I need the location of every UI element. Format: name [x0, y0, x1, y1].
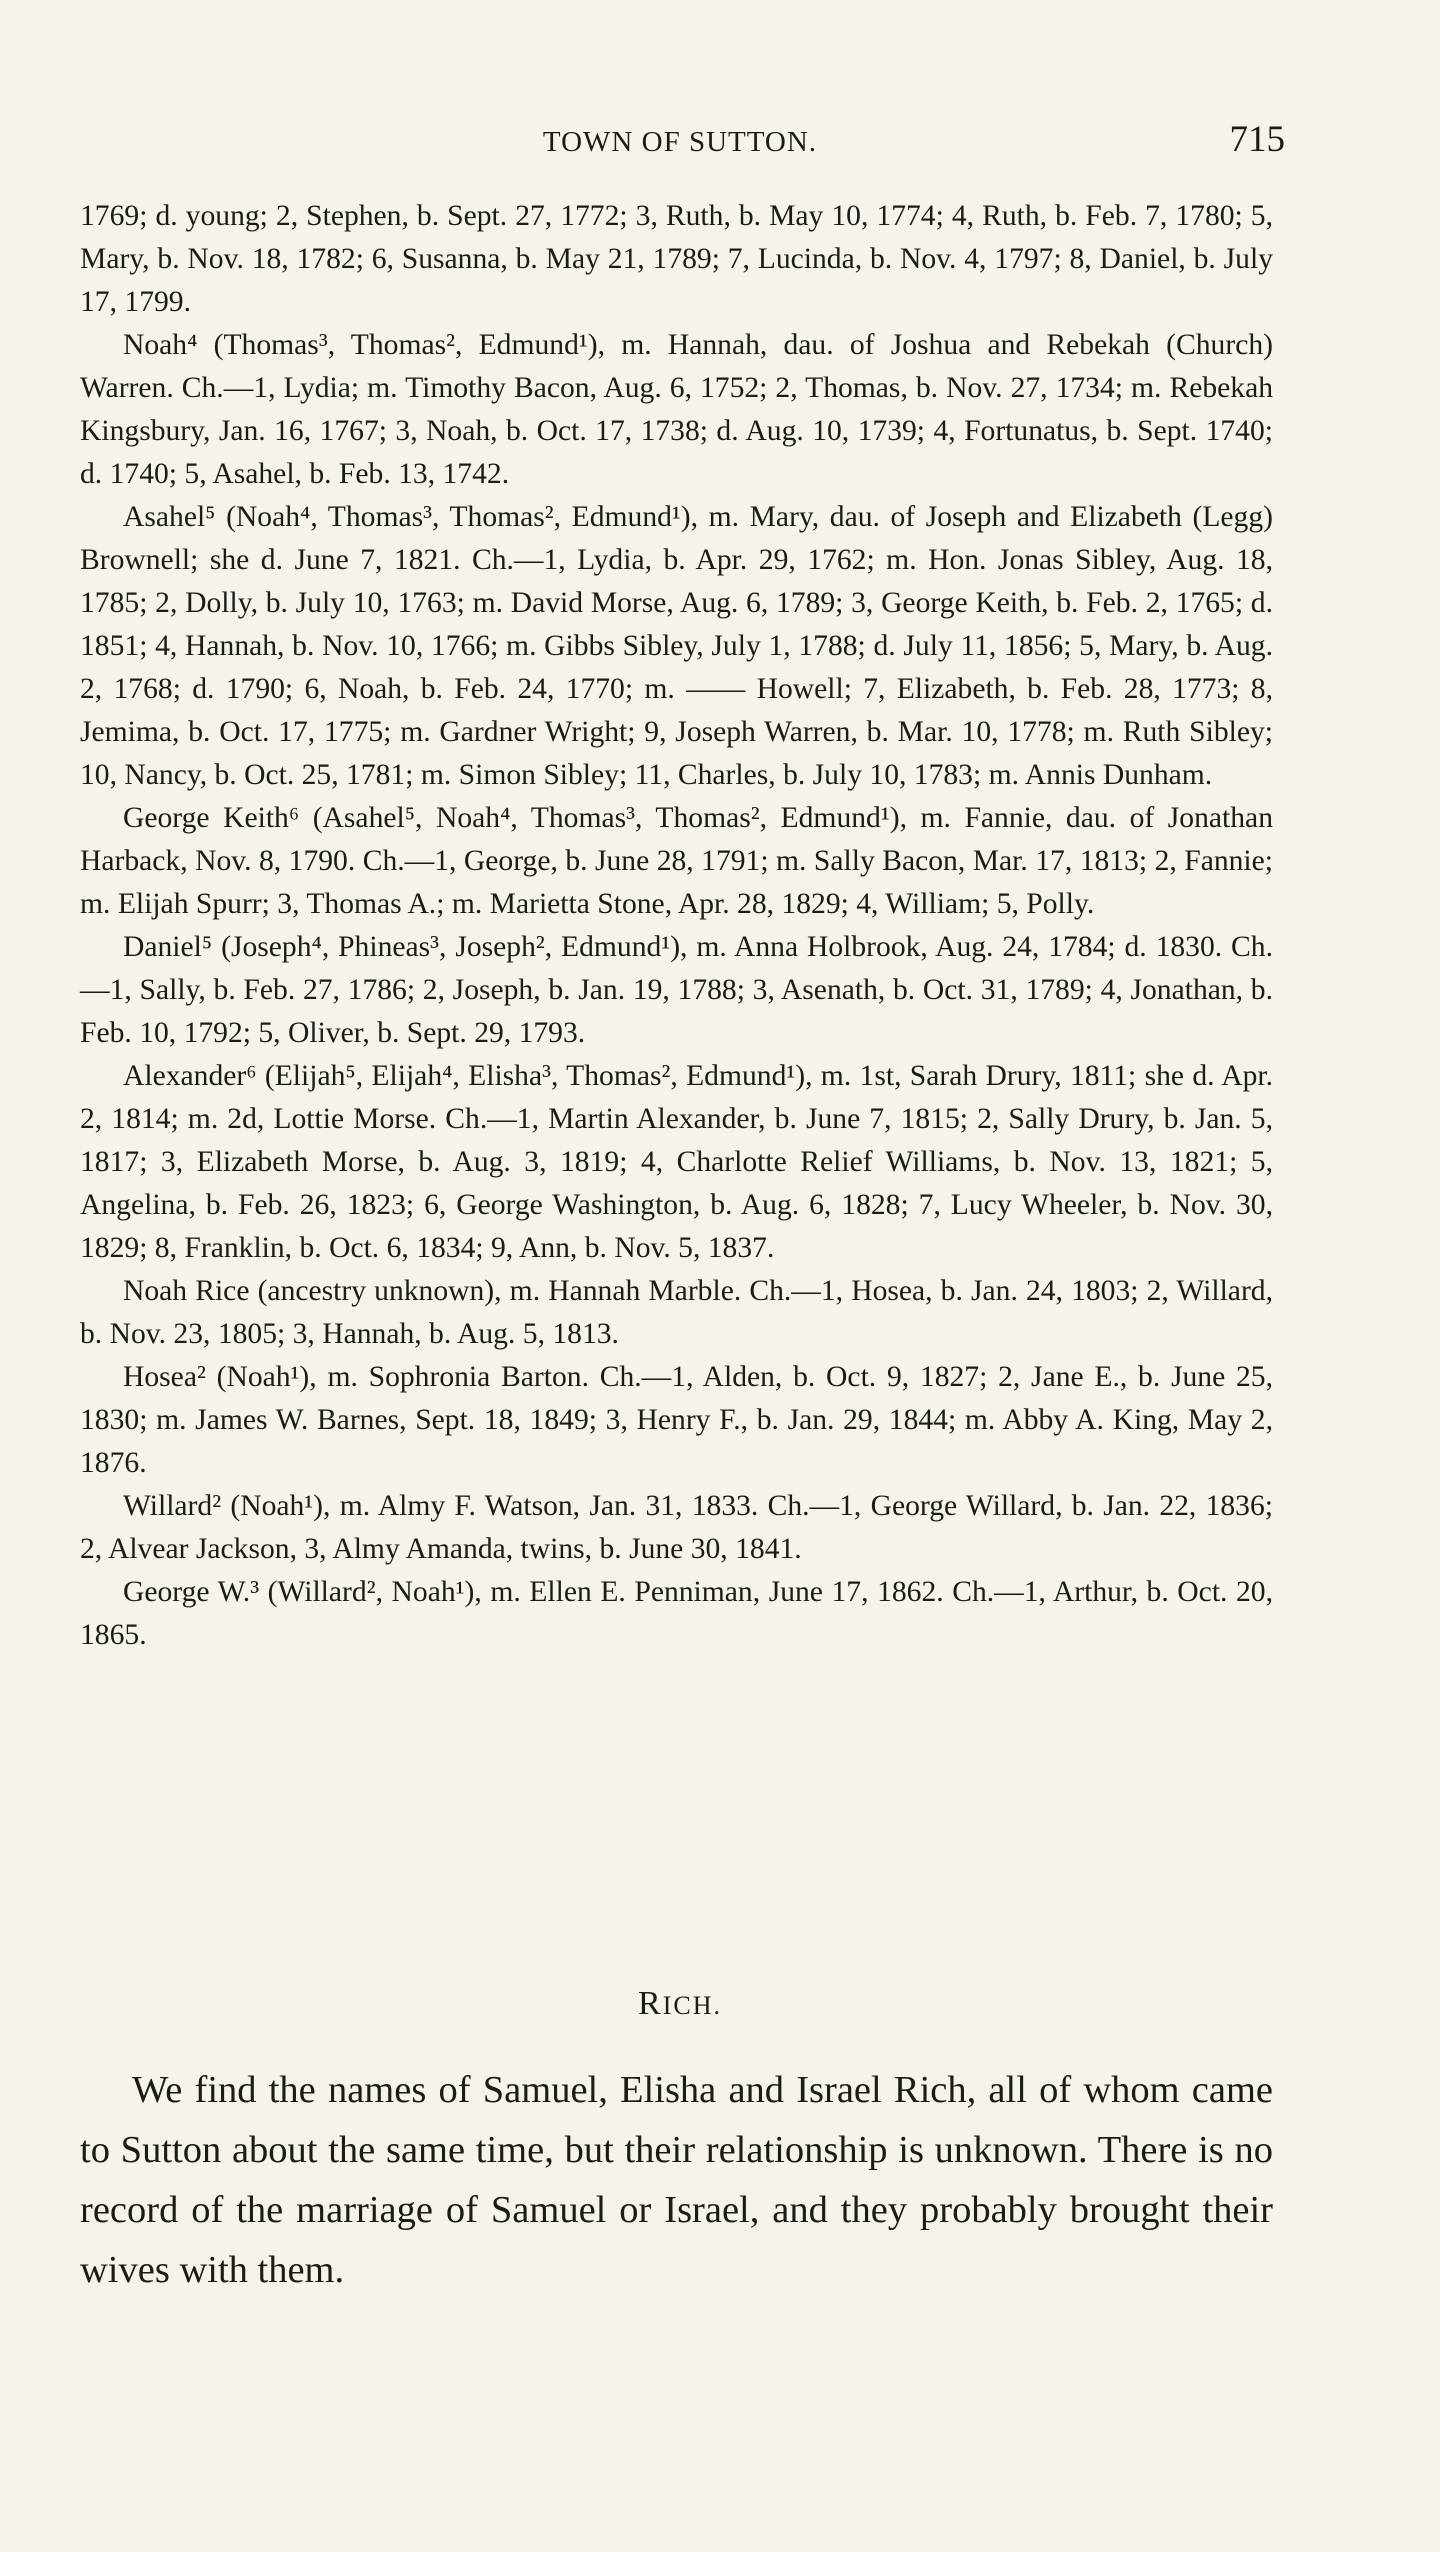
entry-hosea-2: Hosea² (Noah¹), m. Sophronia Barton. Ch.—1, Alden, b. Oct. 9, 1827; 2, Jane E., b. June 25, 1830; m. James W. Barnes, Sept. 18, 1849; 3, Henry F., b. Jan. 29, 1844; m. Abby A. King, May 2, 1876.: [80, 1361, 1273, 1479]
entry-george-keith-6: George Keith⁶ (Asahel⁵, Noah⁴, Thomas³, Thomas², Edmund¹), m. Fannie, dau. of Jonathan Harback, Nov. 8, 1790. Ch.—1, George, b. June 28, 1791; m. Sally Bacon, Mar. 17, 1813; 2, Fannie; m. Elijah Spurr; 3, Thomas A.; m. Marietta Stone, Apr. 28, 1829; 4, William; 5, Polly.: [80, 802, 1273, 920]
genealogy-entries: [80, 195, 1273, 1657]
entry-willard-2: Willard² (Noah¹), m. Almy F. Watson, Jan. 31, 1833. Ch.—1, George Willard, b. Jan. 22, 1836; 2, Alvear Jackson, 3, Almy Amanda, twins, b. June 30, 1841.: [80, 1490, 1273, 1565]
entry-daniel-5: Daniel⁵ (Joseph⁴, Phineas³, Joseph², Edmund¹), m. Anna Holbrook, Aug. 24, 1784; d. 1830. Ch.—1, Sally, b. Feb. 27, 1786; 2, Joseph, b. Jan. 19, 1788; 3, Asenath, b. Oct. 31, 1789; 4, Jonathan, b. Feb. 10, 1792; 5, Oliver, b. Sept. 29, 1793.: [80, 931, 1273, 1049]
section-heading-rich: [80, 1985, 1280, 2023]
section-heading-initial: R: [638, 1985, 663, 2022]
entry-continuation: 1769; d. young; 2, Stephen, b. Sept. 27, 1772; 3, Ruth, b. May 10, 1774; 4, Ruth, b. Feb. 7, 1780; 5, Mary, b. Nov. 18, 1782; 6, Susanna, b. May 21, 1789; 7, Lucinda, b. Nov. 4, 1797; 8, Daniel, b. July 17, 1799.: [80, 200, 1273, 318]
entry-george-w-3: George W.³ (Willard², Noah¹), m. Ellen E. Penniman, June 17, 1862. Ch.—1, Arthur, b. Oct. 20, 1865.: [80, 1576, 1273, 1651]
entry-asahel-5: Asahel⁵ (Noah⁴, Thomas³, Thomas², Edmund¹), m. Mary, dau. of Joseph and Elizabeth (Legg) Brownell; she d. June 7, 1821. Ch.—1, Lydia, b. Apr. 29, 1762; m. Hon. Jonas Sibley, Aug. 18, 1785; 2, Dolly, b. July 10, 1763; m. David Morse, Aug. 6, 1789; 3, George Keith, b. Feb. 2, 1765; d. 1851; 4, Hannah, b. Nov. 10, 1766; m. Gibbs Sibley, July 1, 1788; d. July 11, 1856; 5, Mary, b. Aug. 2, 1768; d. 1790; 6, Noah, b. Feb. 24, 1770; m. —— Howell; 7, Elizabeth, b. Feb. 28, 1773; 8, Jemima, b. Oct. 17, 1775; m. Gardner Wright; 9, Joseph Warren, b. Mar. 10, 1778; m. Ruth Sibley; 10, Nancy, b. Oct. 25, 1781; m. Simon Sibley; 11, Charles, b. July 10, 1783; m. Annis Dunham.: [80, 501, 1273, 791]
entry-alexander-6: Alexander⁶ (Elijah⁵, Elijah⁴, Elisha³, Thomas², Edmund¹), m. 1st, Sarah Drury, 1811; she d. Apr. 2, 1814; m. 2d, Lottie Morse. Ch.—1, Martin Alexander, b. June 7, 1815; 2, Sally Drury, b. Jan. 5, 1817; 3, Elizabeth Morse, b. Aug. 3, 1819; 4, Charlotte Relief Williams, b. Nov. 13, 1821; 5, Angelina, b. Feb. 26, 1823; 6, George Washington, b. Aug. 6, 1828; 7, Lucy Wheeler, b. Nov. 30, 1829; 8, Franklin, b. Oct. 6, 1834; 9, Ann, b. Nov. 5, 1837.: [80, 1060, 1273, 1264]
running-title: TOWN OF SUTTON.: [542, 126, 818, 158]
page-header: [80, 118, 1285, 168]
page-number: 715: [1229, 119, 1285, 160]
section-heading-rest: ICH.: [662, 1991, 722, 2020]
section-intro-paragraph: We find the names of Samuel, Elisha and Israel Rich, all of whom came to Sutton about the same time, but their relationship is unknown. There is no record of the marriage of Samuel or Israel, and they probably brought their wives with them.: [80, 2069, 1273, 2291]
entry-noah-4: Noah⁴ (Thomas³, Thomas², Edmund¹), m. Hannah, dau. of Joshua and Rebekah (Church) Warren. Ch.—1, Lydia; m. Timothy Bacon, Aug. 6, 1752; 2, Thomas, b. Nov. 27, 1734; m. Rebekah Kingsbury, Jan. 16, 1767; 3, Noah, b. Oct. 17, 1738; d. Aug. 10, 1739; 4, Fortunatus, b. Sept. 1740; d. 1740; 5, Asahel, b. Feb. 13, 1742.: [80, 329, 1273, 490]
entry-noah-rice: Noah Rice (ancestry unknown), m. Hannah Marble. Ch.—1, Hosea, b. Jan. 24, 1803; 2, Willard, b. Nov. 23, 1805; 3, Hannah, b. Aug. 5, 1813.: [80, 1275, 1273, 1350]
